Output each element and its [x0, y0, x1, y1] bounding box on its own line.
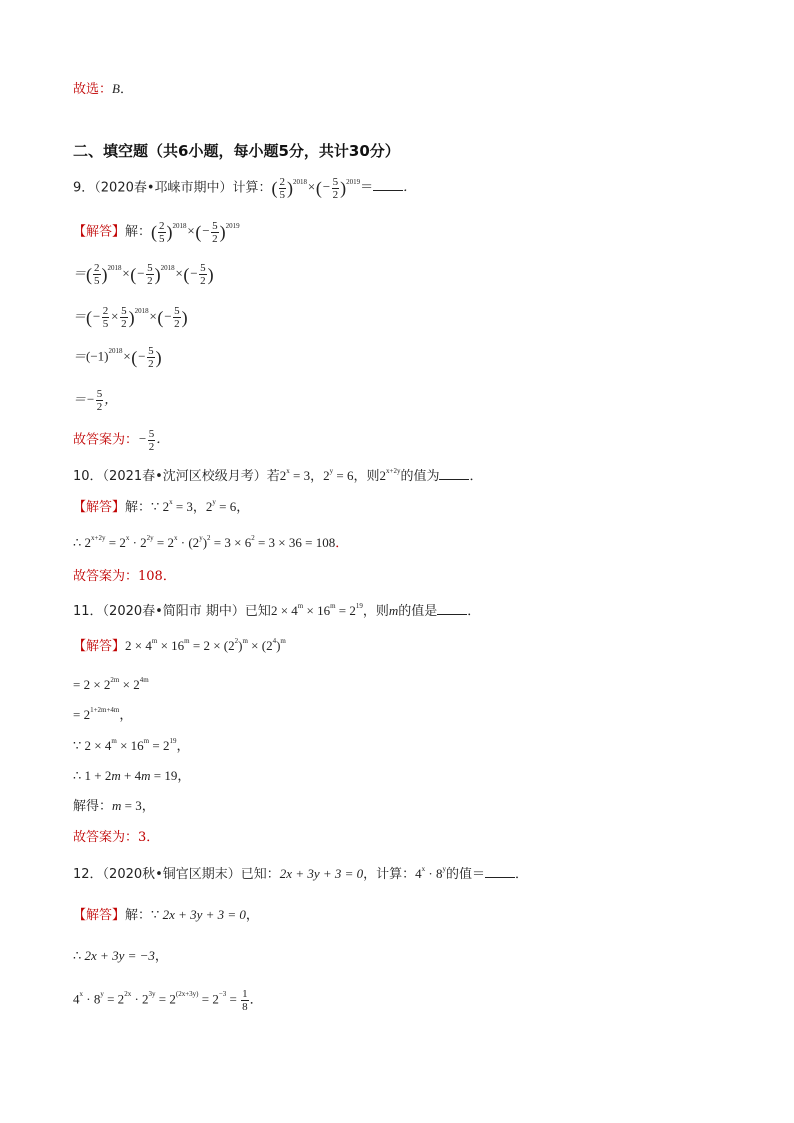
q10-ask-exponent: x+2y: [386, 467, 401, 475]
q9-exp2: 2019: [346, 178, 361, 187]
solution-tag: 【解答】: [73, 639, 126, 654]
question-10: 10．（2021春•沈河区校级月考）若$2^x = 3$，$2^y = 6$，则$2^{x+2y}$的值为 ．: [73, 467, 483, 484]
q10-solution-line-2: ∴ $2^{x+2y} = 2^x \cdot 2^{2y} = 2^x \cdot (2^y)^2 = 3 \times 6^2 = 3 \times 36 = 108$．: [73, 534, 349, 550]
q9-l2-exp1: 2018: [107, 264, 122, 273]
q12-ask-end: 的值＝: [446, 867, 486, 882]
solution-tag: 【解答】: [73, 224, 126, 240]
q11-solution-line-3: = $2^{1+2m+4m}$，: [73, 706, 133, 722]
q11-solution-line-2: = $2 \times 2^{2m} \times 2^{4m}$: [73, 676, 149, 692]
previous-answer-label: 故选：: [73, 82, 113, 97]
q9-l4-exp: 2018: [108, 347, 123, 356]
q11-solution-line-5: ∴ 1 + 2m + 4m = 19，: [73, 768, 191, 783]
q9-solution-line-2: ＝( $\frac{2}{5}$ )$^{2018}$×(− $\frac{5}{2}$ )$^{2018}$×(− $\frac{5}{2}$ ): [73, 262, 214, 287]
answer-blank: [373, 178, 403, 191]
since-symbol: ∵: [151, 499, 160, 514]
question-12: 12．（2020秋•铜官区期末）已知：2x + 3y + 3 = 0，计算：$4^x \cdot 8^y$的值＝ ．: [73, 865, 529, 882]
q9-l3-exp: 2018: [134, 307, 149, 316]
q9-answer: 故答案为：− $\frac{5}{2}$ ．: [73, 428, 170, 453]
previous-answer-end: ．: [119, 82, 133, 97]
q12-solution-line-2: ∴ 2x + 3y = −3，: [73, 948, 168, 963]
solve-label: 解得：: [73, 799, 113, 814]
solution-word: 解：: [125, 908, 152, 923]
q9-equals: ＝: [360, 179, 374, 195]
question-11: 11．（2020春•简阳市 期中）已知$2 \times 4^m \times 16^m = 2^{19}$，则m的值是 ．: [73, 602, 481, 619]
q12-solution-line-3: $4^x \cdot 8^y = 2^{2x} \cdot 2^{3y} = 2^{(2x+3y)} = 2^{-3}$ = $\frac{1}{8}$ ．: [73, 988, 263, 1013]
question-11-source: 11．（2020春•简阳市 期中）已知: [73, 604, 271, 619]
q11-ask-mid: ，则: [362, 604, 389, 619]
q9-l4-base: (−1): [86, 348, 109, 364]
q9-l1-exp2: 2019: [225, 222, 240, 231]
q10-answer: [73, 568, 176, 586]
q9-l2-exp2: 2018: [160, 264, 175, 273]
q9-exp1: 2018: [293, 178, 308, 187]
answer-label: 故答案为：: [73, 830, 139, 845]
solution-tag: 【解答】: [73, 908, 126, 923]
solution-tag: 【解答】: [73, 500, 126, 515]
answer-label: 故答案为：: [73, 569, 139, 584]
q11-answer-value: 3．: [138, 830, 160, 845]
q12-result-numerator: 1: [242, 988, 248, 1000]
q11-ask-end: 的值是: [398, 604, 438, 619]
q9-solution-line-1: 【解答】解：( $\frac{2}{5}$ )$^{2018}$×(− $\frac{5}{2}$ )$^{2019}$: [73, 220, 240, 245]
answer-blank: [437, 602, 467, 615]
q9-solution-line-4: $=(-1)^{2018}\times(-$ $\frac{5}{2}$ ): [73, 345, 162, 370]
q9-answer-numerator: 5: [148, 428, 155, 440]
q9-solution-line-3: ＝(− $\frac{2}{5}$ × $\frac{5}{2}$ )$^{2018}$×(− $\frac{5}{2}$ ): [73, 305, 188, 330]
question-10-source: 10．（2021春•沈河区校级月考）若: [73, 469, 280, 484]
q9-l1-exp1: 2018: [172, 222, 187, 231]
q10-answer-value: 108．: [138, 569, 176, 584]
q12-condition: 2x + 3y + 3 = 0: [279, 866, 364, 881]
question-9: 9．（2020春•邛崃市期中）计算：( $\frac{2}{5}$ )$^{2018}$×(− $\frac{5}{2}$ )$^{2019}$＝ ．: [73, 176, 417, 201]
q9-solution-line-5: ＝− $\frac{5}{2}$ ，: [73, 388, 118, 413]
q11-solution-line-1: 【解答】$2 \times 4^m \times 16^m = 2 \times (2^2)^m \times (2^4)^m$: [73, 637, 286, 654]
answer-label: 故答案为：: [73, 432, 139, 448]
answer-blank: [439, 467, 469, 480]
q10-solution-line-1: 【解答】解：∵ $2^x = 3$，$2^y = 6$，: [73, 498, 250, 515]
q11-solution-line-6: 解得：m = 3，: [73, 798, 155, 814]
q10-ask-end: 的值为: [400, 469, 440, 484]
previous-answer-line: [73, 80, 133, 99]
previous-answer-value: B: [112, 81, 120, 96]
question-12-source: 12．（2020秋•铜官区期末）已知：: [73, 867, 280, 882]
question-9-source: 9．（2020春•邛崃市期中）计算：: [73, 180, 272, 196]
q12-result-denominator: 8: [242, 1001, 248, 1013]
q12-line2: 2x + 3y = −3: [84, 948, 155, 963]
answer-blank: [485, 865, 515, 878]
q11-solution-line-4: ∵ $2 \times 4^m \times 16^m = 2^{19}$，: [73, 737, 190, 753]
q12-solution-line-1: 【解答】解：∵ 2x + 3y + 3 = 0，: [73, 907, 259, 923]
section-title: 二、填空题（共6小题，每小题5分，共计30分）: [73, 142, 400, 160]
q11-variable: m: [388, 603, 399, 618]
q12-compute: ，计算：: [363, 867, 416, 882]
solution-word: 解：: [125, 224, 152, 240]
q9-answer-denominator: 2: [148, 441, 155, 453]
q11-answer: [73, 829, 159, 847]
solution-word: 解：: [125, 500, 152, 515]
